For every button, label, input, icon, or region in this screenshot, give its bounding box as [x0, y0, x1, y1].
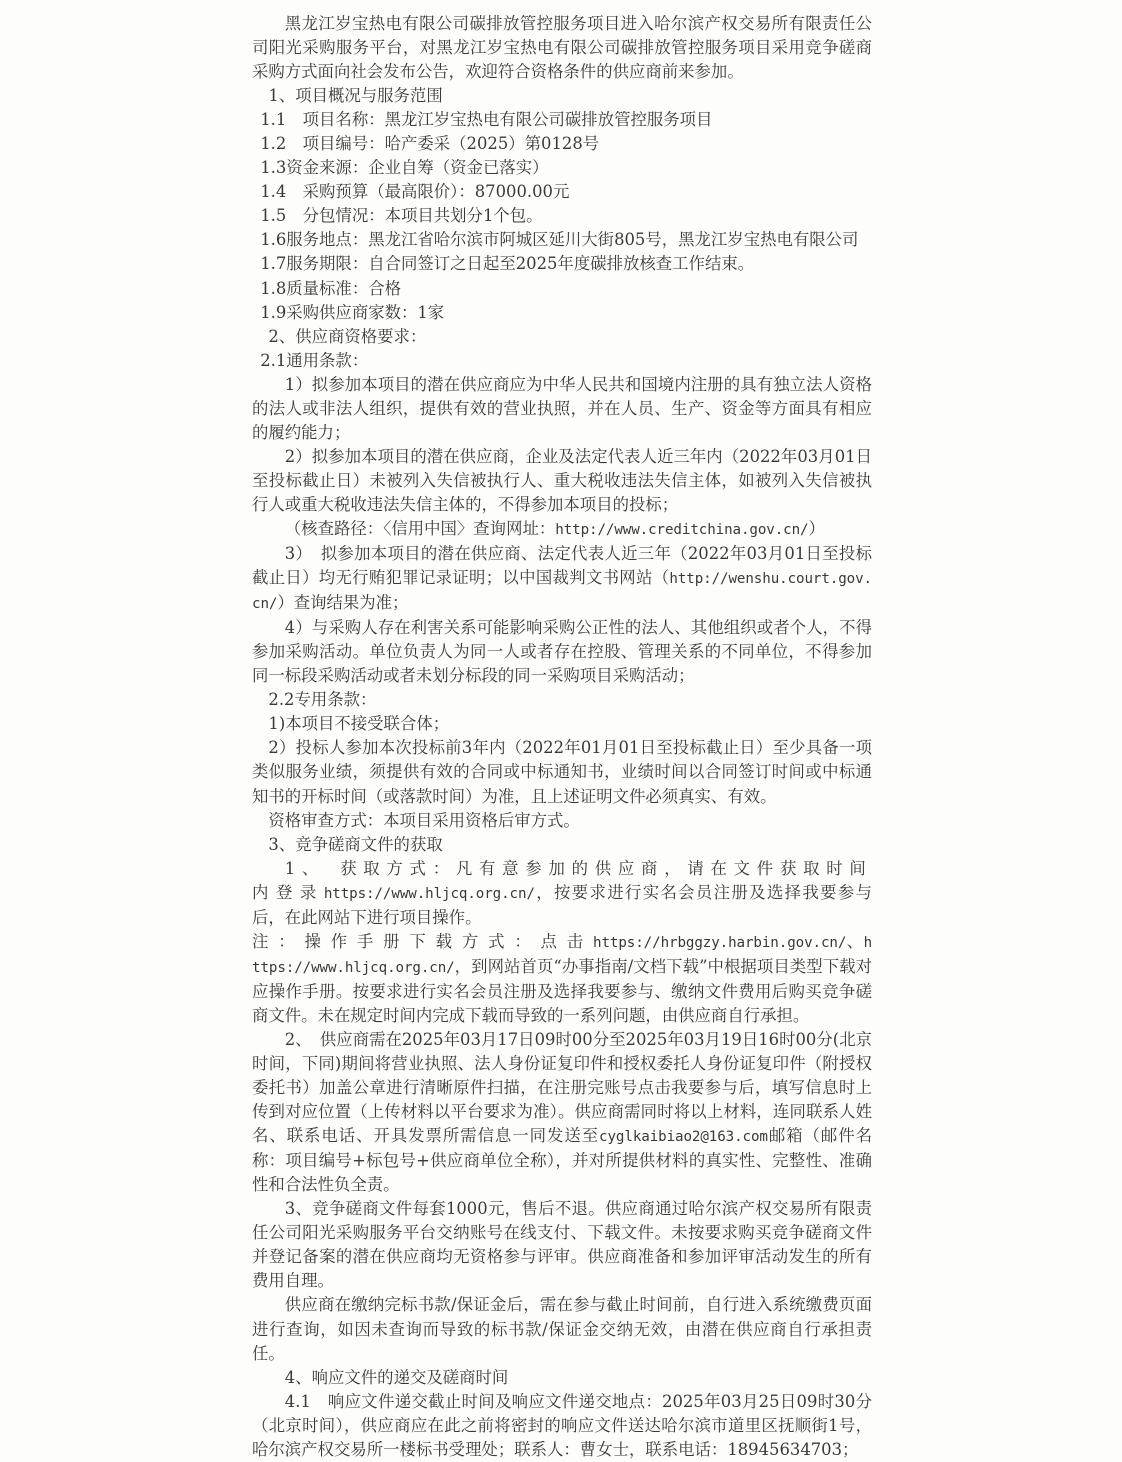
item1-rest: ，按要求进行实名会员注册及选择我要参与后，在此网站下进行项目操作。	[252, 882, 873, 927]
section2-special-item-1: 1)本项目不接受联合体；	[268, 714, 450, 734]
section1-item-1-4: 1.4 采购预算（最高限价）：87000.00元	[260, 182, 570, 202]
hljcq-url-2: https://www.hljcq.org.cn/	[252, 934, 873, 976]
section2-general-item-2: 2）拟参加本项目的潜在供应商，企业及法定代表人近三年内（2022年03月01日至投标截止日）未被列入失信被执行人、重大税收违法失信主体，如被列入失信被执行人或重大税收违法失信主体的，不得参加本项目的投标；	[252, 446, 872, 514]
wenshu-url: http://wenshu.court.gov.cn/	[252, 571, 872, 613]
hljcq-url-1: https://www.hljcq.org.cn/	[323, 885, 535, 902]
intro-paragraph: 黑龙江岁宝热电有限公司碳排放管控服务项目进入哈尔滨产权交易所有限责任公司阳光采购服务平台，对黑龙江岁宝热电有限公司碳排放管控服务项目采用竞争磋商采购方式面向社会发布公告，欢迎符合资格条件的供应商前来参加。	[252, 14, 872, 82]
section4-heading: 4、响应文件的递交及磋商时间	[284, 1367, 509, 1387]
section1-item-1-2: 1.2 项目编号：哈产委采（2025）第0128号	[260, 134, 600, 154]
credit-check-prefix: （核查路径：〈信用中国〉查询网址：	[284, 518, 556, 538]
section1-item-1-7: 1.7服务期限：自合同签订之日起至2025年度碳排放核查工作结束。	[260, 254, 755, 274]
note-rest: ，到网站首页“办事指南/文档下载”中根据项目类型下载对应操作手册。按要求进行实名会员注册及选择我要参与、缴纳文件费用后购买竞争磋商文件。未在规定时间内完成下载而导致的一系列问题，由供应商自行承担。	[252, 956, 872, 1025]
section1-item-1-5: 1.5 分包情况：本项目共划分1个包。	[260, 206, 543, 226]
document-body	[252, 12, 872, 1462]
section2-general-item-3	[252, 542, 872, 616]
creditchina-url: http://www.creditchina.gov.cn/	[555, 521, 809, 538]
section3-item-2	[252, 1028, 872, 1197]
section2-general-item-4: 4）与采购人存在利害关系可能影响采购公正性的法人、其他组织或者个人，不得参加采购活动。单位负责人为同一人或者存在控股、管理关系的不同单位，不得参加同一标段采购活动或者未划分标段的同一采购项目采购活动；	[252, 618, 872, 686]
section2-heading: 2、供应商资格要求：	[268, 326, 427, 346]
contact-email: cyglkaibiao2@163.com	[599, 1129, 768, 1146]
section3-item-3: 3、竞争磋商文件每套1000元，售后不退。供应商通过哈尔滨产权交易所有限责任公司阳光采购服务平台交纳账号在线支付、下载文件。未按要求购买竞争磋商文件并登记备案的潜在供应商均无资格参与评审。供应商准备和参加评审活动发生的所有费用自理。	[252, 1199, 872, 1291]
item3-suffix: ）查询结果为准；	[277, 593, 409, 613]
section1-item-1-3: 1.3资金来源：企业自筹（资金已落实）	[260, 158, 549, 178]
hrbggzy-url: https://hrbggzy.harbin.gov.cn/	[593, 934, 847, 951]
section1-heading: 1、项目概况与服务范围	[268, 86, 443, 106]
section1-item-1-9: 1.9采购供应商家数：1家	[260, 302, 445, 322]
item3-prefix: 3） 拟参加本项目的潜在供应商、法定代表人近三年（2022年03月01日至投标截止日）均无行贿犯罪记录证明；以中国裁判文书网站（	[252, 544, 872, 588]
section3-item-4: 供应商在缴纳完标书款/保证金后，需在参与截止时间前，自行进入系统缴费页面进行查询，如因未查询而导致的标书款/保证金交纳无效，由潜在供应商自行承担责任。	[252, 1295, 872, 1363]
item2-suffix: 邮箱（邮件名称：项目编号+标包号+供应商单位全称），并对所提供材料的真实性、完整性、准确性和合法性负全责。	[252, 1126, 873, 1195]
section3-note	[252, 930, 872, 1028]
section2-general-heading: 2.1通用条款：	[260, 350, 369, 370]
section3-item-1	[252, 857, 872, 930]
note-separator: 、	[846, 931, 864, 951]
section2-review-method: 资格审查方式：本项目采用资格后审方式。	[268, 810, 580, 830]
section2-special-heading: 2.2专用条款：	[268, 690, 377, 710]
section2-special-item-2: 2）投标人参加本次投标前3年内（2022年01月01日至投标截止日）至少具备一项类似服务业绩，须提供有效的合同或中标通知书，业绩时间以合同签订时间或中标通知书的开标时间（或落款时间）为准，且上述证明文件必须真实、有效。	[252, 738, 872, 806]
section1-item-1-6: 1.6服务地点：黑龙江省哈尔滨市阿城区延川大街805号，黑龙江岁宝热电有限公司	[260, 230, 859, 250]
section1-item-1-8: 1.8质量标准：合格	[260, 278, 401, 298]
section2-general-item-1: 1）拟参加本项目的潜在供应商应为中华人民共和国境内注册的具有独立法人资格的法人或非法人组织，提供有效的营业执照，并在人员、生产、资金等方面具有相应的履约能力；	[252, 374, 872, 442]
credit-check-suffix: ）	[808, 518, 825, 538]
section1-item-1-1: 1.1 项目名称：黑龙江岁宝热电有限公司碳排放管控服务项目	[260, 110, 713, 130]
section3-heading: 3、竞争磋商文件的获取	[268, 834, 443, 854]
note-tracked-text: 注：操作手册下载方式：点击	[252, 931, 594, 951]
item2-prefix: 2、 供应商需在2025年03月17日09时00分至2025年03月19日16时00分(北京时间，下同)期间将营业执照、法人身份证复印件和授权委托人身份证复印件（附授权委托书）加盖公章进行清晰原件扫描，在注册完账号点击我要参与后，填写信息时上传到对应位置（上传材料以平台要求为准）。供应商需同时将以上材料，连同联系人姓名、联系电话、开具发票所需信息一同发送至	[252, 1029, 872, 1146]
section4-item-4-1: 4.1 响应文件递交截止时间及响应文件递交地点：2025年03月25日09时30分（北京时间），供应商应在此之前将密封的响应文件送达哈尔滨市道里区抚顺街1号，哈尔滨产权交易所一楼标书受理处；联系人：曹女士，联系电话：18945634703；	[252, 1391, 872, 1459]
credit-check-line	[252, 517, 872, 542]
item1-tracked-text: 1、 获取方式：凡有意参加的供应商，请在文件获取时间内登录	[252, 858, 872, 902]
